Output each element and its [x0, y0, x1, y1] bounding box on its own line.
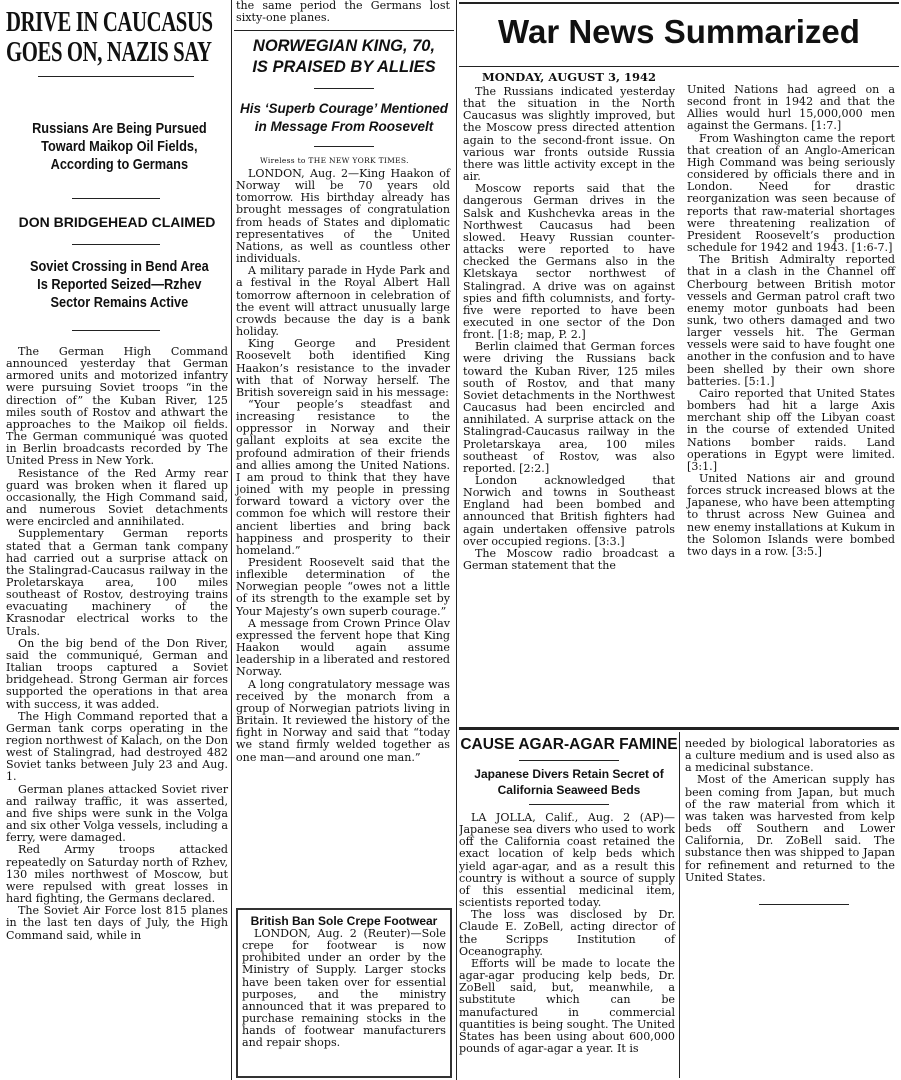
credit-line: Wireless to THE NEW YORK TIMES. — [260, 156, 409, 165]
article-paragraph: King George and President Roosevelt both identified King Haakon’s resistance to the invader with that of Norway herself. The British sovereign said in his message: — [236, 337, 450, 399]
article-paragraph: “Your people’s steadfast and increasing resistance to the oppressor in Norway and their gallant exploits at sea excite the profound admiration of their friends and allies among the United Nations. I am proud to think that they have joined with my people in pressing forward toward a victory over the common foe which will restore their ancient liberties and bring back happiness and prosperity to their homeland.” — [236, 397, 450, 557]
deck-line: California Seaweed Beds — [497, 783, 641, 797]
deck-don-bridgehead: DON BRIDGEHEAD CLAIMED — [18, 214, 216, 230]
deck-russians-pursued — [8, 120, 230, 174]
deck-line: Japanese Divers Retain Secret of — [474, 767, 664, 781]
summary-paragraph: The British Admiralty reported that in a clash in the Channel off Cherbourg between British motor vessels and German patrol craft two enemy motor gunboats had been sunk, two others damaged and two larger vessels hit. The German vessels were said to have fought one another in the confusion and to have been shelled by their own shore batteries. [5:1.] — [687, 253, 895, 388]
deck-line: Soviet Crossing in Bend Area — [29, 258, 209, 275]
column-divider — [231, 0, 232, 1080]
article-paragraph: Red Army troops attacked repeatedly on Saturday north of Rzhev, 130 miles northwest of Moscow, but were repulsed with great losses in hard fighting, the Germans declared. — [6, 843, 228, 906]
headline-agar-agar: CAUSE AGAR-AGAR FAMINE — [460, 736, 678, 753]
summary-left-column — [463, 86, 675, 572]
column-norwegian-king — [234, 0, 454, 1080]
article-paragraph: The High Command reported that a German tank corps operating in the region northwest of Kalach, on the Don west of Stalingrad, had destroyed 482 Soviet tanks between July 23 and Aug. 1. — [6, 709, 228, 784]
box-text: LONDON, Aug. 2 (Reuter)—Sole crepe for footwear is now prohibited under an order by the Ministry of Supply. Larger stocks have been taken over for essential purposes, and the ministry announced that it was prepared to purchase remaining stocks in the hands of footwear manufacturers and repair shops. — [242, 927, 446, 1050]
agar-left-column — [459, 812, 675, 1055]
summary-paragraph: From Washington came the report that creation of an Anglo-American High Command was being seriously considered by officials there and in London. Need for drastic reorganization was seen because of reports that raw-material shortages were threatening realization of President Roosevelt’s production schedule for 1942 and 1943. [1:6-7.] — [687, 131, 895, 255]
deck-line: His ‘Superb Courage’ Mentioned — [239, 101, 449, 116]
box-british-ban — [236, 908, 452, 1078]
summary-paragraph: Moscow reports said that the dangerous German drives in the Salsk and Kushchevka areas in the Northwest Caucasus had been slowed. Heavy Russian counter-attacks were reported to have checked the Germans also in the Kletskaya sector northwest of Stalingrad. A drive was on against spies and fifth columnists, and forty-five were reported to have been executed in one sector of the Don front. [1:8; map, P. 2.] — [463, 182, 675, 342]
article-paragraph: A long congratulatory message was received by the monarch from a group of Norwegian patriots living in Britain. It reviewed the history of the fight in Norway and said that “today we stand firmly welded together as one man—and around one man.” — [236, 677, 450, 764]
summary-paragraph: United Nations air and ground forces struck increased blows at the Japanese, who have been attempting to thrust across New Guinea and new enemy installations at Kukum in the Solomon Islands were bombed two days in a row. [3:5.] — [687, 472, 895, 558]
article-paragraph: The German High Command announced yesterday that German armored units and motorized infantry were pursuing Soviet troops “in the direction of” the Kuban River, 125 miles south of Rostov and athwart the approaches to the Maikop oil fields. The German communiqué was quoted in Berlin broadcasts recorded by The United Press in New York. — [6, 345, 228, 468]
summary-paragraph: The Moscow radio broadcast a German statement that the — [463, 546, 675, 573]
article-body-norwegian-king — [236, 168, 450, 764]
article-paragraph: Resistance of the Red Army rear guard was broken when it flared up occasionally, the High Command said, and numerous Soviet detachments were encircled and annihilated. — [6, 466, 228, 529]
summary-dateline: MONDAY, AUGUST 3, 1942 — [482, 70, 656, 84]
continued-text: the same period the Germans lost sixty-one planes. — [236, 0, 450, 25]
deck-line: According to Germans — [50, 156, 189, 173]
headline-line-2: GOES ON, NAZIS SAY — [6, 37, 212, 68]
deck-japanese-divers — [459, 766, 679, 798]
summary-paragraph: London acknowledged that Norwich and towns in Southeast England had been bombed and announced that British fighters had again undertaken offensive patrols over occupied regions. [3:3.] — [463, 474, 675, 548]
headline-norwegian-king — [234, 36, 454, 78]
deck-line: in Message From Roosevelt — [254, 119, 434, 134]
box-war-news-summarized — [459, 2, 899, 730]
summary-paragraph: Cairo reported that United States bombers had hit a large Axis merchant ship off the Libyan coast in the course of extended United Nations bomber raids. Land operations in Egypt were limited. [3:1.] — [687, 386, 895, 473]
article-paragraph: Most of the American supply has been coming from Japan, but much of the raw material from which it was taken was harvested from kelp beds off Southern and Lower California, Dr. ZoBell said. The substance then was shipped to Japan for refinement and returned to the United States. — [685, 773, 895, 884]
summary-paragraph: Berlin claimed that German forces were driving the Russians back toward the Kuban River, 125 miles south of Rostov, and that many Soviet detachments in the Northwest Caucasus had been encircled and annihilated. A surprise attack on the Stalingrad-Caucasus railway in the Proletarskaya area, 100 miles southeast of Rostov, was also reported. [2:2.] — [463, 340, 675, 475]
article-paragraph: On the big bend of the Don River, said the communiqué, German and Italian troops captured a Soviet bridgehead. Strong German air forces supported the operations in that area with success, it was added. — [6, 636, 228, 711]
summary-paragraph: The Russians indicated yesterday that the situation in the North Caucasus was slightly improved, but the Moscow press directed attention again to the second-front issue. On various war fronts outside Russia there was little activity except in the air. — [463, 85, 675, 184]
deck-line: Is Reported Seized—Rzhev — [37, 276, 202, 293]
article-paragraph: President Roosevelt said that the inflexible determination of the Norwegian people “owes not a little of its strength to the example set by Your Majesty’s own superb courage.” — [236, 556, 450, 618]
summary-title: War News Summarized — [498, 13, 860, 50]
deck-superb-courage — [234, 100, 454, 136]
headline-line-1: DRIVE IN CAUCASUS — [6, 7, 213, 38]
article-paragraph: German planes attacked Soviet river and railway traffic, it was asserted, and five ships were sunk in the Volga and six other Volga vessels, including a ferry, were damaged. — [6, 782, 228, 845]
article-paragraph: LA JOLLA, Calif., Aug. 2 (AP)—Japanese sea divers who used to work off the California coast retained the exact location of kelp beds which yield agar-agar, and as a result this country is without a source of supply of this essential medicinal item, scientists reported today. — [459, 811, 675, 910]
article-body-drive-in-caucasus — [6, 346, 228, 942]
article-paragraph: Efforts will be made to locate the agar-agar producing kelp beds, Dr. ZoBell said, but, meanwhile, a substitute which can be manufactured in commercial quantities is being sought. The United States has been using about 600,000 pounds of agar-agar a year. It is — [459, 956, 675, 1055]
article-paragraph: A military parade in Hyde Park and a festival in the Royal Albert Hall tomorrow afternoon in celebration of the event will attract unusually large crowds because the day is a bank holiday. — [236, 264, 450, 339]
summary-right-column — [687, 84, 895, 558]
article-paragraph: The loss was disclosed by Dr. Claude E. ZoBell, acting director of the Scripps Institution of Oceanography. — [459, 908, 675, 958]
deck-line: Toward Maikop Oil Fields, — [41, 138, 198, 155]
article-paragraph: The Soviet Air Force lost 815 planes in the last ten days of July, the High Command said, while in — [6, 904, 228, 942]
article-paragraph: LONDON, Aug. 2—King Haakon of Norway will be 70 years old tomorrow. His birthday already has brought messages of congratulation from heads of States and diplomatic representatives of the United Nations, as well as countless other individuals. — [236, 167, 450, 266]
headline-line-2: IS PRAISED BY ALLIES — [252, 58, 436, 76]
headline-line-1: NORWEGIAN KING, 70, — [252, 37, 436, 55]
column-drive-in-caucasus — [2, 2, 230, 1078]
headline-drive-in-caucasus — [6, 8, 230, 68]
summary-paragraph: United Nations had agreed on a second front in 1942 and that the Allies would hurl 15,000,000 men against the Germans. [1:7.] — [687, 83, 895, 133]
box-title: British Ban Sole Crepe Footwear — [250, 914, 438, 928]
deck-line: Russians Are Being Pursued — [32, 120, 207, 137]
article-paragraph: Supplementary German reports stated that a German tank company had carried out a surprise attack on the Stalingrad-Caucasus railway in the Proletarskaya area, 100 miles southeast of Rostov, destroying trains evacuating machinery of the Krasnodar electrical works to the Urals. — [6, 527, 228, 638]
article-paragraph: needed by biological laboratories as a culture medium and is used also as a medicinal substance. — [685, 737, 895, 775]
article-agar-agar — [459, 732, 899, 1078]
article-paragraph: A message from Crown Prince Olav expressed the fervent hope that King Haakon would again assume leadership in a liberated and restored Norway. — [236, 616, 450, 679]
deck-soviet-crossing — [8, 258, 230, 312]
agar-right-column — [685, 738, 895, 884]
deck-line: Sector Remains Active — [50, 294, 189, 311]
column-divider — [456, 0, 457, 1080]
